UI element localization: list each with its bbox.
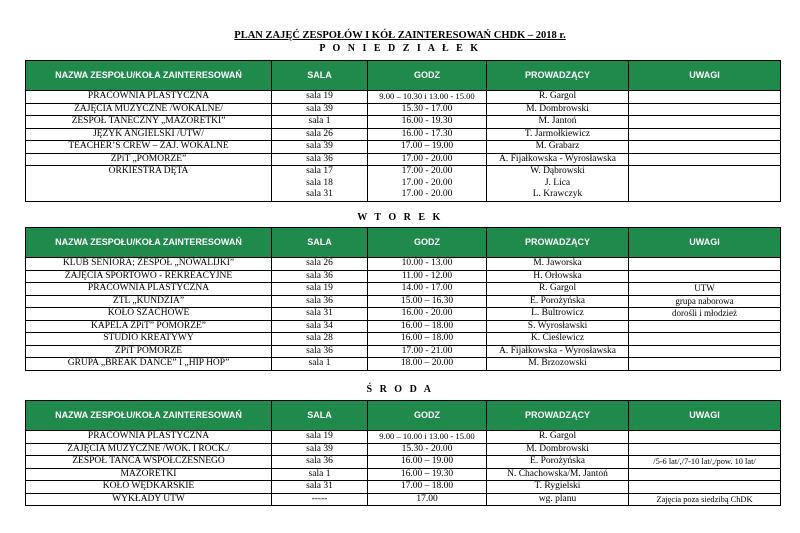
cell-instructor: T. Jarmołkiewicz [487, 128, 629, 141]
cell-room: sala 31 [272, 308, 368, 321]
cell-time: 9.00 – 10.00 i 13.00 - 15.00 [368, 431, 487, 444]
cell-name: PRACOWNIA PLASTYCZNA [26, 91, 272, 104]
cell-time: 17.00 – 19.00 [368, 141, 487, 154]
cell-name: KOŁO SZACHOWE [26, 308, 272, 321]
cell-time: 17.00 - 20.00 [368, 153, 487, 166]
cell-notes [629, 443, 781, 456]
cell-notes [629, 116, 781, 129]
cell-instructor: S. Wyrosławski [487, 320, 629, 333]
cell-instructor: J. Lica [487, 178, 629, 190]
cell-notes: /5-6 lat/,/7-10 lat/,/pow. 10 lat/ [629, 456, 781, 469]
schedule-table-monday [25, 60, 781, 202]
cell-room: sala 36 [272, 456, 368, 469]
header-room: SALA [272, 228, 368, 258]
cell-time: 17.00 – 18.00 [368, 481, 487, 494]
cell-time: 17.00 [368, 493, 487, 506]
cell-notes [629, 91, 781, 104]
cell-room: sala 1 [272, 116, 368, 129]
cell-instructor: W. Dąbrowski [487, 166, 629, 178]
cell-name: ZPiT „POMORZE” [26, 153, 272, 166]
table-row [26, 91, 781, 104]
cell-room: sala 39 [272, 141, 368, 154]
cell-room: sala 36 [272, 270, 368, 283]
cell-room: sala 1 [272, 358, 368, 371]
cell-room: sala 36 [272, 295, 368, 308]
cell-instructor: N. Chachowska/M. Jantoń [487, 468, 629, 481]
cell-room: sala 31 [272, 481, 368, 494]
cell-instructor: R. Gargol [487, 91, 629, 104]
table-row [26, 333, 781, 346]
table-row [26, 443, 781, 456]
cell-notes [629, 103, 781, 116]
cell-name: ORKIESTRA DĘTA [26, 166, 272, 202]
cell-notes [629, 333, 781, 346]
header-room: SALA [272, 61, 368, 91]
cell-time: 16.00 - 19.30 [368, 116, 487, 129]
cell-room: sala 39 [272, 443, 368, 456]
cell-name: ZAJĘCIA MUZYCZNE /WOKALNE/ [26, 103, 272, 116]
table-row [26, 270, 781, 283]
cell-room: sala 19 [272, 91, 368, 104]
cell-time: 10.00 - 13.00 [368, 258, 487, 271]
cell-time: 11.00 - 12.00 [368, 270, 487, 283]
cell-room: sala 28 [272, 333, 368, 346]
cell-instructor: M. Dombrowski [487, 443, 629, 456]
cell-instructor: M. Dombrowski [487, 103, 629, 116]
table-row [26, 358, 781, 371]
cell-time: 15.30 - 17.00 [368, 103, 487, 116]
cell-name: STUDIO KREATYWY [26, 333, 272, 346]
cell-instructor: K. Cieślewicz [487, 333, 629, 346]
cell-name: KOŁO WĘDKARSKIE [26, 481, 272, 494]
cell-time: 16.00 – 19.30 [368, 468, 487, 481]
cell-instructor: E. Porożyńska [487, 456, 629, 469]
cell-instructor: M. Jantoń [487, 116, 629, 129]
cell-notes [629, 153, 781, 166]
cell-name: MAŻORETKI [26, 468, 272, 481]
cell-notes [629, 258, 781, 271]
cell-instructor: M. Jaworska [487, 258, 629, 271]
header-notes: UWAGI [629, 228, 781, 258]
cell-room: ----- [272, 493, 368, 506]
cell-room: sala 19 [272, 431, 368, 444]
cell-notes [629, 141, 781, 154]
cell-room: sala 18 [272, 178, 368, 190]
header-instructor: PROWADZĄCY [487, 401, 629, 431]
cell-notes [629, 358, 781, 371]
cell-instructor: wg. planu [487, 493, 629, 506]
cell-room: sala 36 [272, 345, 368, 358]
cell-room: sala 26 [272, 258, 368, 271]
cell-name: PRACOWNIA PLASTYCZNA [26, 431, 272, 444]
cell-time: 17.00 - 20.00 [368, 166, 487, 178]
header-time: GODZ [368, 61, 487, 91]
cell-instructor: H. Orłowska [487, 270, 629, 283]
cell-time: 16.00 – 19.00 [368, 456, 487, 469]
cell-notes [629, 320, 781, 333]
cell-time: 17.00 - 21.00 [368, 345, 487, 358]
table-row [26, 431, 781, 444]
page-title: PLAN ZAJĘĆ ZESPOŁÓW I KÓŁ ZAINTERESOWAŃ CHDK – 2018 r. [234, 30, 566, 41]
cell-room: sala 26 [272, 128, 368, 141]
cell-instructor: L. Bultrowicz [487, 308, 629, 321]
cell-room: sala 19 [272, 283, 368, 296]
cell-notes [629, 345, 781, 358]
cell-notes: UTW [629, 283, 781, 296]
day-heading-wednesday: Ś R O D A [366, 384, 434, 395]
table-row [26, 141, 781, 154]
cell-name: ZTL „KUNDZIA” [26, 295, 272, 308]
schedule-table-tuesday [25, 227, 781, 371]
header-room: SALA [272, 401, 368, 431]
table-row [26, 308, 781, 321]
cell-room: sala 36 [272, 153, 368, 166]
cell-instructor: A. Fijałkowska - Wyrosławska [487, 345, 629, 358]
header-time: GODZ [368, 401, 487, 431]
header-instructor: PROWADZĄCY [487, 228, 629, 258]
cell-notes [629, 270, 781, 283]
day-heading-monday: P O N I E D Z I A Ł E K [319, 43, 481, 54]
header-name: NAZWA ZESPOŁU/KOŁA ZAINTERESOWAŃ [26, 61, 272, 91]
cell-time: 15.00 – 16.30 [368, 295, 487, 308]
cell-room: sala 31 [272, 189, 368, 201]
cell-notes: grupa naborowa [629, 295, 781, 308]
cell-name: ZPiT POMORZE [26, 345, 272, 358]
cell-name: ZESPÓŁ TANECZNY „MAŻORETKI” [26, 116, 272, 129]
cell-room: sala 17 [272, 166, 368, 178]
header-name: NAZWA ZESPOŁU/KOŁA ZAINTERESOWAŃ [26, 401, 272, 431]
table-row [26, 128, 781, 141]
table-row [26, 295, 781, 308]
cell-notes [629, 128, 781, 141]
cell-instructor: A. Fijałkowska - Wyrosławska [487, 153, 629, 166]
table-row [26, 258, 781, 271]
header-instructor: PROWADZĄCY [487, 61, 629, 91]
cell-instructor: L. Krawczyk [487, 189, 629, 201]
cell-name: GRUPA „BREAK DANCE” I „HIP HOP” [26, 358, 272, 371]
header-notes: UWAGI [629, 61, 781, 91]
table-row [26, 320, 781, 333]
cell-time: 16.00 - 20.00 [368, 308, 487, 321]
cell-time: 15.30 - 20.00 [368, 443, 487, 456]
cell-time: 16.00 – 18.00 [368, 333, 487, 346]
table-row [26, 345, 781, 358]
cell-time: 18.00 – 20.00 [368, 358, 487, 371]
cell-name: KLUB SENIORA; ZESPÓŁ „NOWALIJKI” [26, 258, 272, 271]
cell-name: TEACHER’S CREW – ZAJ. WOKALNE [26, 141, 272, 154]
cell-instructor: R. Gargol [487, 283, 629, 296]
cell-name: ZESPÓŁ TAŃCA WSPÓŁCZESNEGO [26, 456, 272, 469]
cell-notes [629, 431, 781, 444]
table-row [26, 116, 781, 129]
cell-notes: dorośli i młodzież [629, 308, 781, 321]
table-row [26, 103, 781, 116]
cell-time: 16.00 – 18.00 [368, 320, 487, 333]
cell-instructor: M. Grabarz [487, 141, 629, 154]
cell-notes: Zajęcia poza siedzibą ChDK [629, 493, 781, 506]
cell-time: 9.00 – 10.30 i 13.00 - 15.00 [368, 91, 487, 104]
day-heading-tuesday: W T O R E K [357, 212, 443, 223]
cell-room: sala 34 [272, 320, 368, 333]
cell-notes [629, 166, 781, 202]
cell-instructor: E. Porożyńska [487, 295, 629, 308]
header-notes: UWAGI [629, 401, 781, 431]
cell-notes [629, 481, 781, 494]
header-name: NAZWA ZESPOŁU/KOŁA ZAINTERESOWAŃ [26, 228, 272, 258]
cell-name: KAPELA ZPiT” POMORZE” [26, 320, 272, 333]
cell-instructor: T. Rygielski [487, 481, 629, 494]
cell-name: JĘZYK ANGIELSKI /UTW/ [26, 128, 272, 141]
cell-time: 14.00 - 17.00 [368, 283, 487, 296]
cell-instructor: R. Gargol [487, 431, 629, 444]
table-row [26, 493, 781, 506]
table-row [26, 456, 781, 469]
table-row [26, 481, 781, 494]
cell-name: PRACOWNIA PLASTYCZNA [26, 283, 272, 296]
cell-instructor: M. Brzozowski [487, 358, 629, 371]
cell-notes [629, 468, 781, 481]
table-row [26, 468, 781, 481]
cell-time: 16.00 - 17.30 [368, 128, 487, 141]
cell-name: ZAJĘCIA SPORTOWO - REKREACYJNE [26, 270, 272, 283]
table-row [26, 166, 781, 178]
cell-time: 17.00 - 20.00 [368, 178, 487, 190]
cell-time: 17.00 - 20.00 [368, 189, 487, 201]
table-row [26, 153, 781, 166]
cell-room: sala 1 [272, 468, 368, 481]
table-row [26, 283, 781, 296]
cell-name: WYKŁADY UTW [26, 493, 272, 506]
cell-room: sala 39 [272, 103, 368, 116]
cell-name: ZAJĘCIA MUZYCZNE /WOK. I ROCK./ [26, 443, 272, 456]
schedule-table-wednesday [25, 400, 781, 506]
header-time: GODZ [368, 228, 487, 258]
